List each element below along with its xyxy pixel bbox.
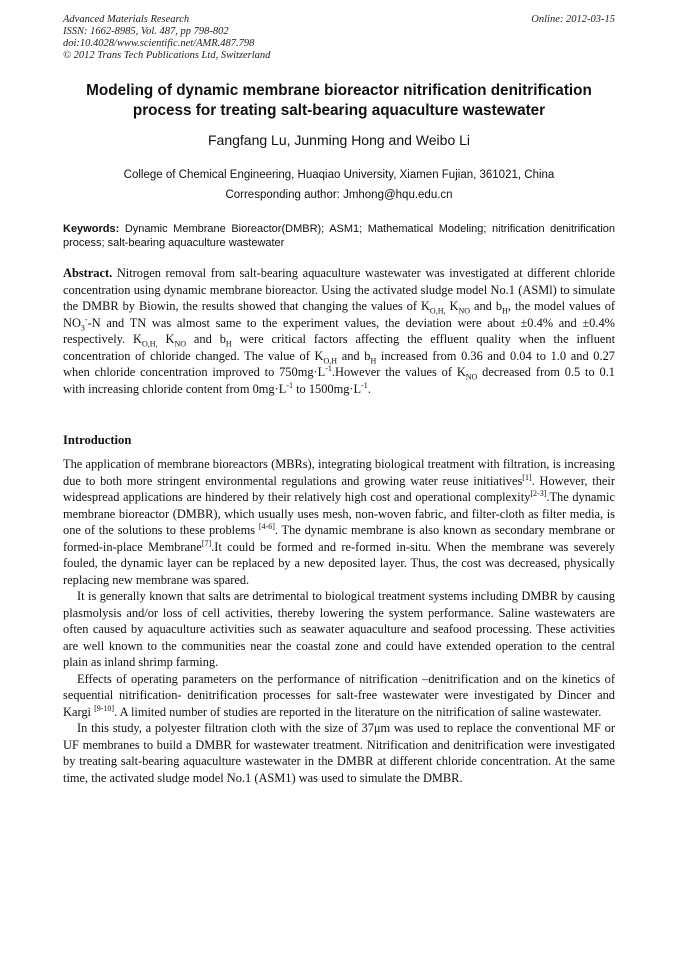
intro-paragraph-4: In this study, a polyester filtration cloth with the size of 37μm was used to replace the conventional MF or UF membranes to build a DMBR for wastewater treatment. Nitrification and denitrification were investigated by treating salt-bearing aquaculture wastewater in the DMBR at different chloride concentration. At the same time, the activated sludge model No.1 (ASM1) was used to simulate the DMBR.	[63, 721, 615, 785]
citation: [4-6]	[258, 521, 275, 531]
superscript: -	[84, 314, 88, 324]
journal-name: Advanced Materials Research	[63, 14, 190, 25]
affiliation-block	[63, 165, 615, 205]
keywords-text: Dynamic Membrane Bioreactor(DMBR); ASM1; Mathematical Modeling; nitrification denitrification process; salt-bearing aquaculture wastewater	[63, 223, 615, 249]
paragraph-text: .The dynamic membrane bioreactor (DMBR), which usually uses mesh, non-woven fabric, and filter-cloth as filter media, is one of the solutions to these problems	[63, 490, 615, 537]
superscript: -1	[325, 363, 332, 373]
subscript: NO	[174, 339, 186, 349]
paragraph-text: Effects of operating parameters on the performance of nitrification –denitrification and on the kinetics of sequential nitrification- denitrification processes for salt-free wastewater were investigated by Dincer and Kargi	[63, 671, 615, 719]
subscript: H	[370, 355, 377, 365]
keywords-label: Keywords:	[63, 223, 120, 235]
introduction-heading: Introduction	[63, 433, 132, 447]
abstract-text: and b	[470, 299, 503, 313]
subscript: NO	[458, 306, 470, 316]
abstract-text: -N and TN was almost same to the experiment values, the deviation were about ±0.4% and ±0.4% respectively. K	[63, 315, 615, 346]
intro-paragraph-2: It is generally known that salts are detrimental to biological treatment systems including DMBR by causing plasmolysis and/or loss of cell activities, thereby lowering the system performance. Saline wastewaters are often caused by aquaculture activities such as seawater aquaculture and seafood processing. These activities are well known to the communities near the coastal zone and could have extended operation to the central plain as inland shrimp farming.	[63, 589, 615, 669]
paragraph-text: . The dynamic membrane is also known as secondary membrane or formed-in-place Membrane	[63, 523, 616, 554]
author-list: Fangfang Lu, Junming Hong and Weibo Li	[207, 132, 471, 148]
paragraph-text: . A limited number of studies are reported in the literature on the nitrification of saline wastewater.	[114, 704, 602, 719]
issn-line: ISSN: 1662-8985, Vol. 487, pp 798-802	[63, 26, 229, 37]
subscript: O,H,	[429, 306, 446, 316]
abstract-text: and b	[337, 348, 371, 363]
abstract-text: increased from 0.36 and 0.04 to 1.0 and 0.27 when chloride concentration improved to 750mg·L	[63, 348, 615, 379]
subscript: O,H	[323, 355, 338, 365]
paragraph-text: . However, their widespread applications are hindered by their relatively high cost and operational complexity	[63, 473, 616, 504]
introduction-body	[63, 456, 615, 786]
abstract-text: were critical factors affecting the effluent quality when the influent concentration of chloride changed. The value of K	[63, 332, 616, 363]
paragraph-text: .It could be formed and re-formed in-situ. When the membrane was severely fouled, the dynamic layer can be replaced by a new deposited layer. Thus, the cost was decreased, physically replacing new membrane was spared.	[63, 539, 615, 587]
superscript: -1	[286, 380, 293, 390]
citation: [1]	[522, 472, 532, 482]
online-date: Online: 2012-03-15	[531, 14, 615, 25]
paper-title: Modeling of dynamic membrane bioreactor nitrification denitrification process for treating salt-bearing aquaculture wastewater	[86, 82, 592, 119]
abstract-text: Nitrogen removal from salt-bearing aquaculture wastewater was investigated at different chloride concentration using dynamic membrane bioreactor. Using the activated sludge model No.1 (ASMl) to simulate the DMBR by Biowin, the results showed that changing the values of K	[63, 266, 615, 313]
abstract-text: K	[157, 332, 175, 346]
doi-line: doi:10.4028/www.scientific.net/AMR.487.798	[63, 38, 255, 49]
superscript: -1	[361, 380, 368, 390]
corresponding-author: Corresponding author: Jmhong@hqu.edu.cn	[225, 189, 453, 201]
affiliation: College of Chemical Engineering, Huaqiao University, Xiamen Fujian, 361021, China	[123, 169, 555, 181]
citation: [9-10]	[94, 703, 115, 713]
abstract-text: to 1500mg·L	[292, 381, 362, 396]
intro-paragraph-1	[63, 456, 615, 588]
abstract-text: , the model values of NO	[63, 299, 616, 330]
subscript: H	[502, 306, 508, 316]
abstract	[63, 265, 615, 397]
abstract-text: K	[445, 299, 459, 313]
abstract-text: decreased from 0.5 to 0.1 with increasing chloride content from 0mg·L	[63, 365, 616, 396]
abstract-text: .However the values of K	[331, 365, 466, 379]
paragraph-text: The application of membrane bioreactors (MBRs), integrating biological treatment with filtration, is increasing due to both more stringent environmental regulations and growing water reuse initiatives	[63, 457, 615, 488]
abstract-text: and b	[186, 332, 226, 346]
abstract-label: Abstract.	[63, 266, 113, 280]
copyright-line: © 2012 Trans Tech Publications Ltd, Switzerland	[63, 50, 271, 61]
citation: [7]	[201, 538, 212, 548]
subscript: NO	[465, 372, 478, 382]
subscript: H	[225, 339, 232, 349]
intro-paragraph-3	[63, 671, 615, 721]
subscript: O,H,	[142, 339, 158, 349]
subscript: 3	[80, 322, 85, 332]
journal-header	[63, 14, 270, 62]
abstract-text: .	[367, 381, 371, 396]
keywords	[63, 222, 615, 250]
citation: [2-3]	[530, 488, 547, 498]
